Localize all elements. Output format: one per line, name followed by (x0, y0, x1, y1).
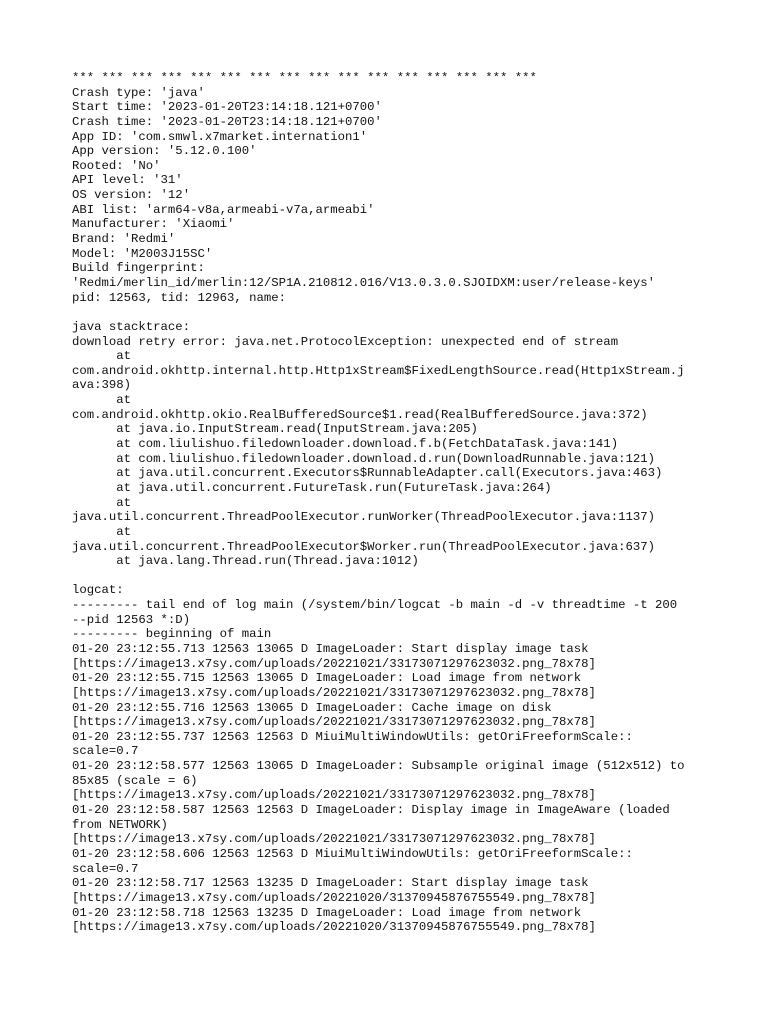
blank-line (72, 305, 762, 320)
log-line: Build fingerprint: (72, 261, 205, 276)
log-line: 01-20 23:12:55.737 12563 12563 D MiuiMultiWindowUtils: getOriFreeformScale:: (72, 729, 633, 744)
log-line: Crash type: 'java' (72, 85, 205, 100)
log-line: *** *** *** *** *** *** *** *** *** *** *** *** *** *** *** *** (72, 71, 537, 85)
log-line: Manufacturer: 'Xiaomi' (72, 217, 235, 232)
log-line: at com.liulishuo.filedownloader.download.f.b(FetchDataTask.java:141) (72, 437, 619, 452)
log-line: --------- tail end of log main (/system/bin/logcat -b main -d -v threadtime -t 200 (72, 598, 678, 613)
log-line: 01-20 23:12:58.718 12563 13235 D ImageLoader: Load image from network (72, 905, 582, 920)
log-line: Model: 'M2003J15SC' (72, 246, 213, 261)
log-line: OS version: '12' (72, 188, 191, 203)
log-line: com.android.okhttp.okio.RealBufferedSource$1.read(RealBufferedSource.java:372) (72, 407, 648, 422)
log-line: java.util.concurrent.ThreadPoolExecutor$Worker.run(ThreadPoolExecutor.java:637) (72, 539, 655, 554)
log-line: --pid 12563 *:D) (72, 612, 191, 627)
log-line: [https://image13.x7sy.com/uploads/20221021/33173071297623032.png_78x78] (72, 788, 596, 803)
log-line: 85x85 (scale = 6) (72, 773, 198, 788)
log-line: at com.liulishuo.filedownloader.download.d.run(DownloadRunnable.java:121) (72, 451, 655, 466)
log-line: 'Redmi/merlin_id/merlin:12/SP1A.210812.016/V13.0.3.0.SJOIDXM:user/release-keys' (72, 275, 655, 290)
log-line: Start time: '2023-01-20T23:14:18.121+0700' (72, 100, 382, 115)
log-line: from NETWORK) (72, 817, 168, 832)
log-line: at (72, 495, 132, 510)
log-line: [https://image13.x7sy.com/uploads/20221020/31370945876755549.png_78x78] (72, 920, 596, 935)
log-line: Rooted: 'No' (72, 158, 161, 173)
log-line: 01-20 23:12:58.717 12563 13235 D ImageLoader: Start display image task (72, 876, 589, 891)
log-line: [https://image13.x7sy.com/uploads/20221021/33173071297623032.png_78x78] (72, 715, 596, 730)
log-line: logcat: (72, 583, 124, 598)
log-line: [https://image13.x7sy.com/uploads/20221021/33173071297623032.png_78x78] (72, 656, 596, 671)
log-line: ABI list: 'arm64-v8a,armeabi-v7a,armeabi' (72, 202, 375, 217)
log-line: [https://image13.x7sy.com/uploads/20221021/33173071297623032.png_78x78] (72, 832, 596, 847)
log-line: 01-20 23:12:55.715 12563 13065 D ImageLoader: Load image from network (72, 671, 582, 686)
log-line: Crash time: '2023-01-20T23:14:18.121+0700' (72, 114, 382, 129)
log-line: java stacktrace: (72, 319, 191, 334)
log-line: at java.util.concurrent.FutureTask.run(FutureTask.java:264) (72, 480, 552, 495)
log-line: Brand: 'Redmi' (72, 232, 176, 247)
log-line: at java.lang.Thread.run(Thread.java:1012) (72, 554, 419, 569)
log-line: at (72, 524, 132, 539)
log-line: 01-20 23:12:58.577 12563 13065 D ImageLoader: Subsample original image (512x512) to (72, 759, 685, 774)
log-line: --------- beginning of main (72, 627, 272, 642)
log-line: [https://image13.x7sy.com/uploads/20221020/31370945876755549.png_78x78] (72, 890, 596, 905)
blank-line (72, 569, 762, 584)
log-line: pid: 12563, tid: 12963, name: (72, 290, 287, 305)
log-line: 01-20 23:12:58.606 12563 12563 D MiuiMultiWindowUtils: getOriFreeformScale:: (72, 846, 633, 861)
log-line: API level: '31' (72, 173, 183, 188)
log-line: ava:398) (72, 378, 132, 393)
log-line: at (72, 349, 132, 364)
log-line: java.util.concurrent.ThreadPoolExecutor.runWorker(ThreadPoolExecutor.java:1137) (72, 510, 655, 525)
log-line: download retry error: java.net.ProtocolException: unexpected end of stream (72, 334, 619, 349)
log-line: com.android.okhttp.internal.http.Http1xStream$FixedLengthSource.read(Http1xStream.j (72, 363, 685, 378)
log-line: 01-20 23:12:55.716 12563 13065 D ImageLoader: Cache image on disk (72, 700, 552, 715)
log-line: at java.io.InputStream.read(InputStream.java:205) (72, 422, 478, 437)
log-line: App ID: 'com.smwl.x7market.internation1' (72, 129, 368, 144)
log-line: App version: '5.12.0.100' (72, 144, 257, 159)
log-line: scale=0.7 (72, 744, 139, 759)
log-line: scale=0.7 (72, 861, 139, 876)
crash-log-document (72, 71, 762, 935)
log-line: [https://image13.x7sy.com/uploads/20221021/33173071297623032.png_78x78] (72, 685, 596, 700)
log-line: 01-20 23:12:58.587 12563 12563 D ImageLoader: Display image in ImageAware (loaded (72, 803, 670, 818)
log-line: 01-20 23:12:55.713 12563 13065 D ImageLoader: Start display image task (72, 641, 589, 656)
log-line: at (72, 393, 132, 408)
log-line: at java.util.concurrent.Executors$RunnableAdapter.call(Executors.java:463) (72, 466, 663, 481)
